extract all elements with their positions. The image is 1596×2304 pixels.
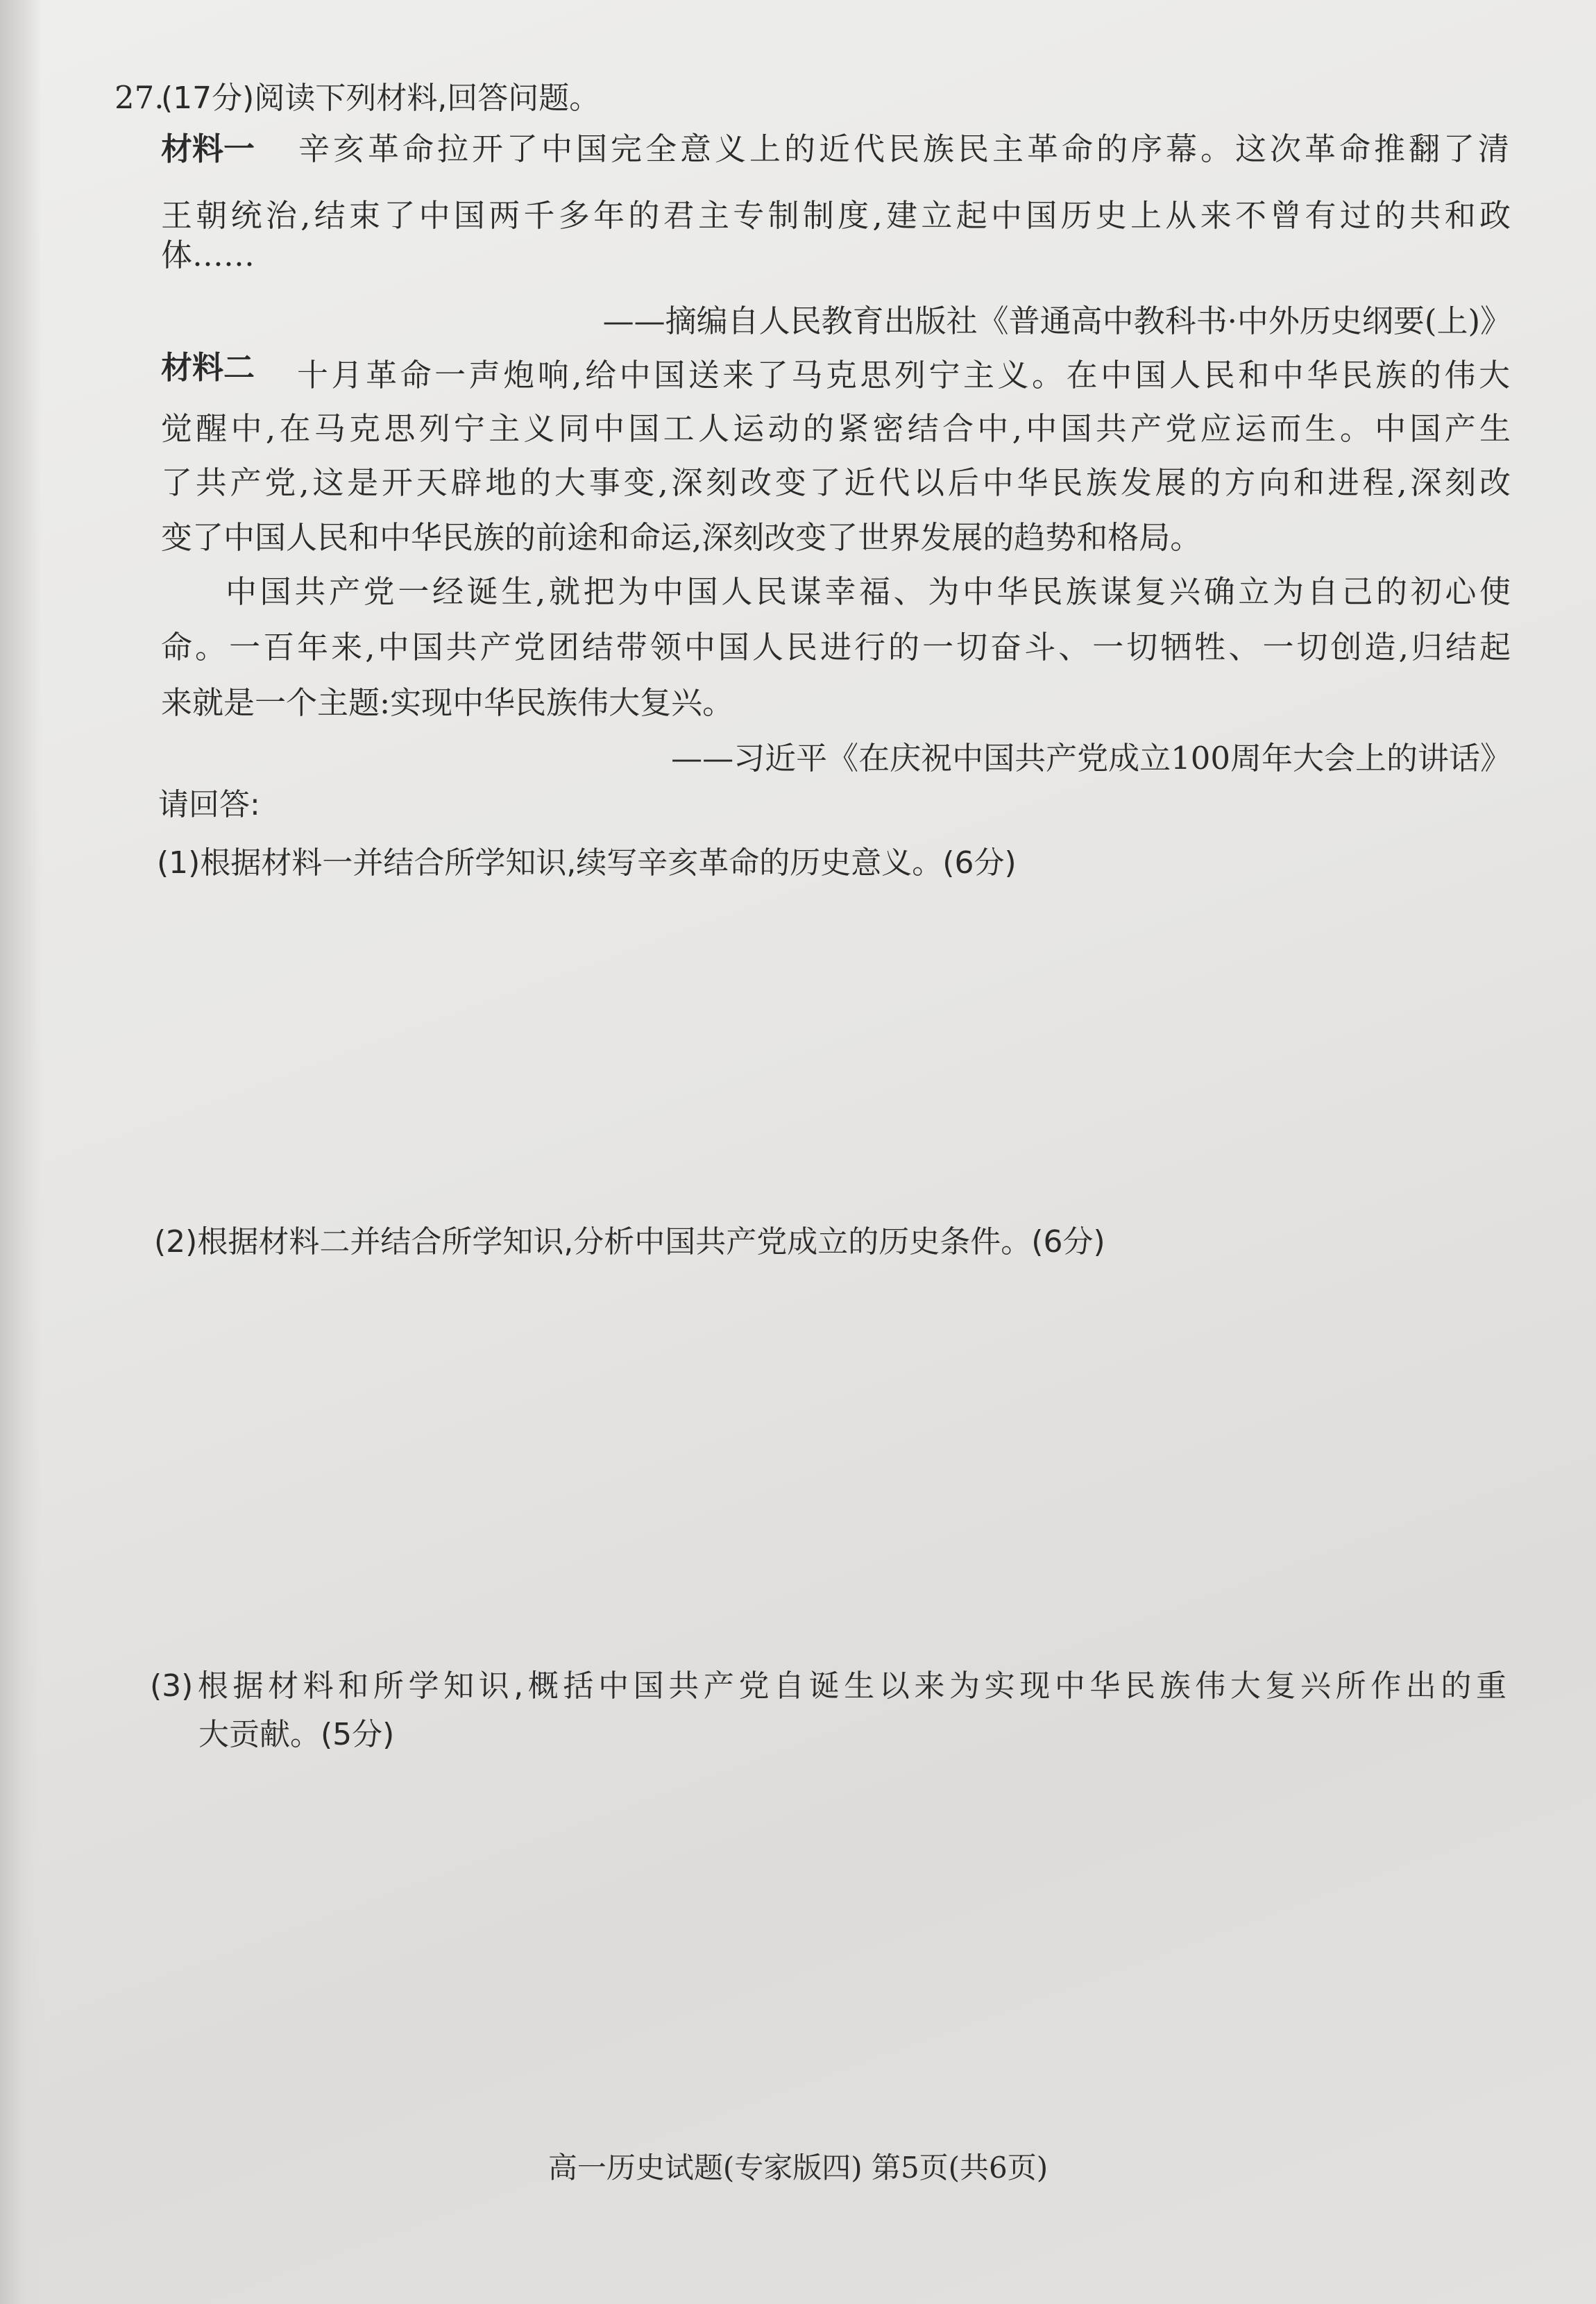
material2-line-2: 觉醒中,在马克思列宁主义同中国工人运动的紧密结合中,中国共产党应运而生。中国产生 (161, 410, 1511, 447)
material1-line-3: 体…… (161, 237, 255, 273)
material2-line-7: 来就是一个主题:实现中华民族伟大复兴。 (161, 684, 734, 721)
question-header: (17分)阅读下列材料,回答问题。 (161, 81, 600, 116)
material2-source: ——习近平《在庆祝中国共产党成立100周年大会上的讲话》 (671, 740, 1511, 777)
material2-line-3: 了共产党,这是开天辟地的大事变,深刻改变了近代以后中华民族发展的方向和进程,深刻改 (161, 464, 1511, 501)
material2-line-6: 命。一百年来,中国共产党团结带领中国人民进行的一切奋斗、一切牺牲、一切创造,归结起 (161, 629, 1511, 666)
material2-line-5: 中国共产党一经诞生,就把为中国人民谋幸福、为中华民族谋复兴确立为自己的初心使 (226, 573, 1511, 610)
material2-line-4: 变了中国人民和中华民族的前途和命运,深刻改变了世界发展的趋势和格局。 (161, 519, 1202, 556)
answer-prompt: 请回答: (158, 787, 260, 822)
page-footer: 高一历史试题(专家版四) 第5页(共6页) (547, 2151, 1049, 2185)
sub-question-3: (3)根据材料和所学知识,概括中国共产党自诞生以来为实现中华民族伟大复兴所作出的重 (150, 1668, 1506, 1704)
material2-line-1: 十月革命一声炮响,给中国送来了马克思列宁主义。在中国人民和中华民族的伟大 (297, 357, 1510, 393)
sub-question-2: (2)根据材料二并结合所学知识,分析中国共产党成立的历史条件。(6分) (154, 1224, 1105, 1260)
material1-line-2: 王朝统治,结束了中国两千多年的君主专制制度,建立起中国历史上从来不曾有过的共和政 (161, 197, 1511, 234)
sub-question-3-continued: 大贡献。(5分) (198, 1717, 395, 1752)
material1-source: ——摘编自人民教育出版社《普通高中教科书·中外历史纲要(上)》 (602, 303, 1511, 339)
material1-label: 材料一 (161, 130, 255, 167)
question-number: 27. (114, 79, 164, 116)
sub-question-1: (1)根据材料一并结合所学知识,续写辛亥革命的历史意义。(6分) (157, 845, 1017, 881)
page-edge-shadow (0, 0, 42, 2304)
material2-label: 材料二 (161, 349, 255, 386)
material1-line-1: 辛亥革命拉开了中国完全意义上的近代民族民主革命的序幕。这次革命推翻了清 (298, 130, 1509, 167)
